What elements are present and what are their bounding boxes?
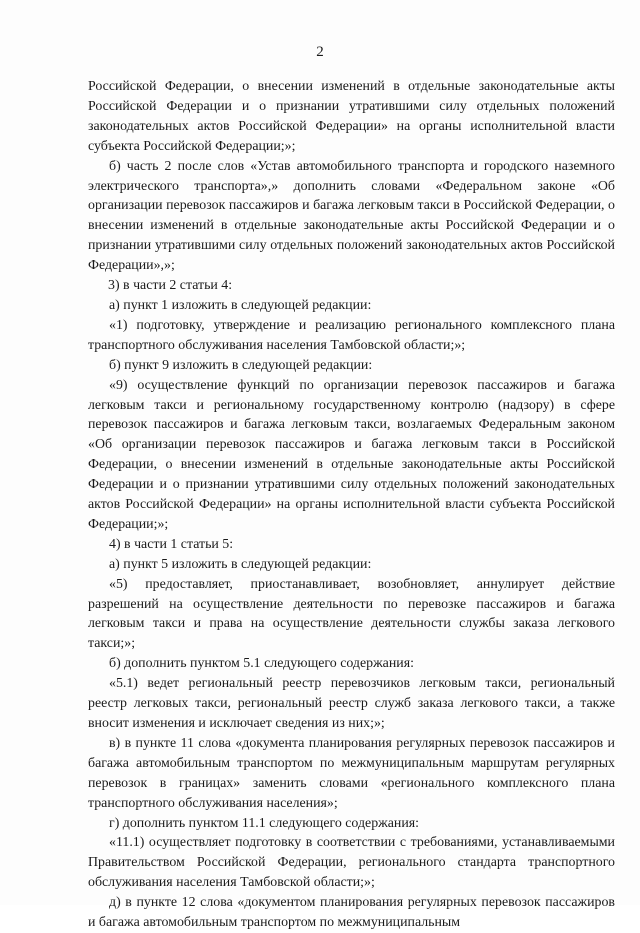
paragraph: «5.1) ведет региональный реестр перевозчиков легковым такси, региональный реестр легковых такси, региональный реестр служб заказа легкового такси, а также вносит изменения и исключает сведения из них;»;	[88, 676, 615, 731]
paragraph: г) дополнить пунктом 11.1 следующего содержания:	[109, 815, 420, 831]
paragraph: «5) предоставляет, приостанавливает, возобновляет, аннулирует действие разрешений на осуществление деятельности по перевозке пассажиров и багажа легковым такси и права на осуществление деятельности службы заказа легкового такси;»;	[88, 576, 615, 652]
paragraph: 3) в части 2 статьи 4:	[108, 278, 233, 294]
paragraph: д) в пункте 12 слова «документом планирования регулярных перевозок пассажиров и багажа автомобильным транспортом по межмуниципальным	[88, 895, 615, 931]
paragraph: в) в пункте 11 слова «документа планирования регулярных перевозок пассажиров и багажа автомобильным транспортом по межмуниципальным маршрутам регулярных перевозок в границах» заменить словами «регионального комплексного плана транспортного обслуживания населения»;	[88, 735, 615, 811]
paragraph: «1) подготовку, утверждение и реализацию регионального комплексного плана транспортного обслуживания населения Тамбовской области;»;	[88, 317, 615, 353]
paragraph: б) пункт 9 изложить в следующей редакции:	[109, 357, 373, 373]
paragraph: Российской Федерации, о внесении изменений в отдельные законодательные акты Российской Федерации и о признании утратившими силу отдельных положений законодательных актов Российской Федерации» на органы исполнительной власти субъекта Российской Федерации;»;	[88, 79, 615, 154]
paragraph: б) дополнить пунктом 5.1 следующего содержания:	[109, 656, 414, 672]
paragraph: а) пункт 5 изложить в следующей редакции:	[109, 556, 372, 572]
paragraph: «11.1) осуществляет подготовку в соответствии с требованиями, устанавливаемыми Правительством Российской Федерации, регионального стандарта транспортного обслуживания населения Тамбовской области;»;	[88, 835, 615, 891]
paragraph: б) часть 2 после слов «Устав автомобильного транспорта и городского наземного электрического транспорта»,» дополнить словами «Федеральном законе «Об организации перевозок пассажиров и багажа легковым такси в Российской Федерации, о внесении изменений в отдельные законодательные акты Российской Федерации и о признании утратившими силу отдельных положений законодательных актов Российской Федерации»,»;	[88, 158, 615, 274]
paragraph: а) пункт 1 изложить в следующей редакции:	[109, 297, 372, 313]
paragraph: 4) в части 1 статьи 5:	[109, 536, 234, 552]
page-number: 2	[316, 44, 324, 60]
document-body	[88, 77, 615, 933]
paragraph: «9) осуществление функций по организации перевозок пассажиров и багажа легковым такси и региональному государственному контролю (надзору) в сфере перевозок пассажиров и багажа легковым такси, возлагаемых Федеральным законом «Об организации перевозок пассажиров и багажа легковым такси в Российской Федерации, о внесении изменений в отдельные законодательные акты Российской Федерации и о признании утратившими силу отдельных положений законодательных актов Российской Федерации» на органы исполнительной власти субъекта Российской Федерации;»;	[88, 377, 615, 532]
